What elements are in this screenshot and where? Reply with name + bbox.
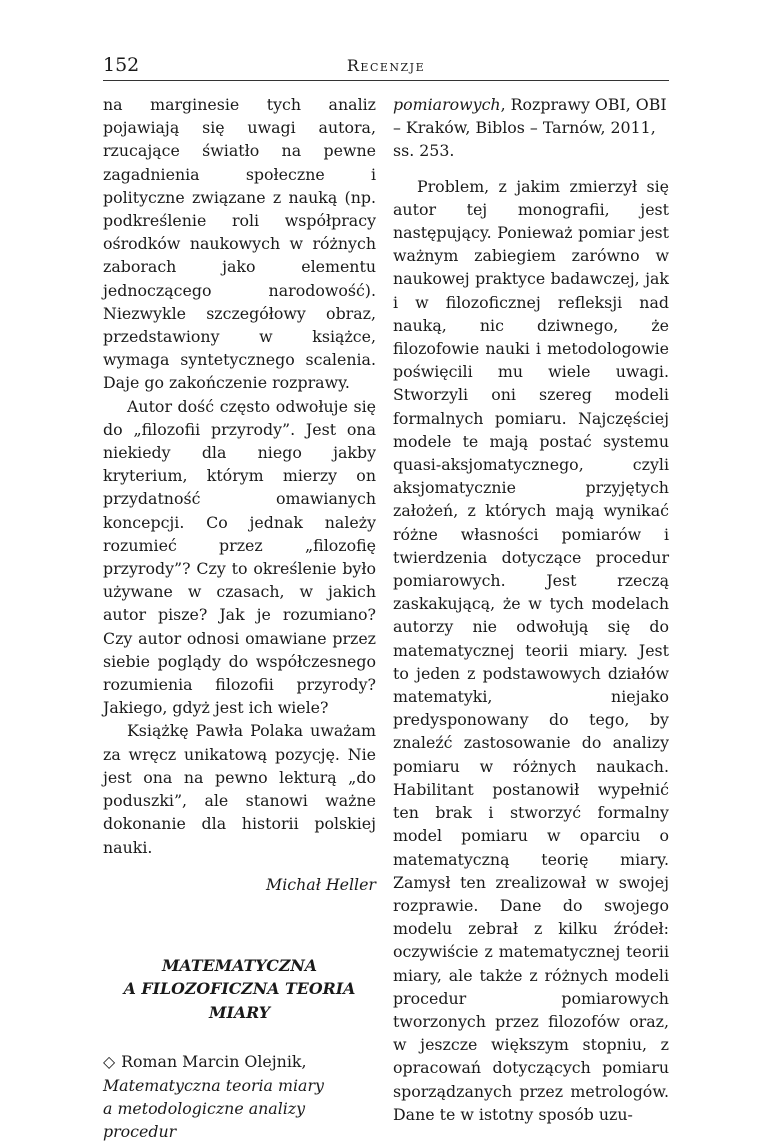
- review-paragraph-3: Książkę Pawła Polaka uważam za wręcz unikatową pozycję. Nie jest ona na pewno lekturą „do poduszki”, ale stanowi ważne dokonanie dla historii polskiej nauki.: [103, 721, 376, 857]
- left-column: [103, 93, 376, 1143]
- book-reference-continued: [393, 93, 669, 163]
- review-signature: Michał Heller: [266, 874, 376, 894]
- book-reference: [103, 1050, 376, 1143]
- header-rule: [103, 80, 669, 81]
- running-title: Recenzje: [346, 56, 426, 75]
- review-body-paragraph: Problem, z jakim zmierzył się autor tej monografii, jest następujący. Ponieważ pomiar jest ważnym zabiegiem zarówno w naukowej praktyce badawczej, jak i w filozoficznej refleksji nad nauką, nic dziwnego, że filozofowie nauki i metodologowie poświęcili mu wiele uwagi. Stworzyli oni szereg modeli formalnych pomiaru. Najczęściej modele te mają postać systemu quasi-aksjomatycznego, czyli aksjomatycznie przyjętych założeń, z których mają wynikać różne własności pomiarów i twierdzenia dotyczące procedur pomiarowych. Jest rzeczą zaskakującą, że w tych modelach autorzy nie odwołują się do matematycznej teorii miary. Jest to jeden z podstawowych działów matematyki, niejako predysponowany do tego, by znaleźć zastosowanie do analizy pomiaru w różnych naukach. Habilitant postanowił wypełnić ten brak i stworzyć formalny model pomiaru w oparciu o matematyczną teorię miary. Zamysł ten zrealizował w swojej rozprawie. Dane do swojego modelu zebrał z kilku źródeł: oczywiście z matematycznej teorii miary, ale także z różnych modeli procedur pomiarowych tworzonych przez filozofów oraz, w jeszcze większym stopniu, z opracowań dotyczących pomiaru sporządzanych przez metrologów. Dane te w istotny sposób uzu-: [393, 176, 669, 1124]
- section-title-line-3: MIARY: [208, 1002, 271, 1022]
- book-title-line-1: Matematyczna teoria miary: [103, 1075, 324, 1095]
- book-author: Roman Marcin Olejnik,: [121, 1052, 307, 1072]
- review-paragraph-1: na marginesie tych analiz pojawiają się uwagi autora, rzucające światło na pewne zagadnienia społeczne i polityczne związane z nauką (np. podkreślenie roli współpracy ośrodków naukowych w różnych zaborach jako elementu jednoczącego narodowość). Niezwykle szczegółowy obraz, przedstawiony w książce, wymaga syntetycznego scalenia. Daje go zakończenie rozprawy.: [103, 95, 376, 393]
- book-title-line-3: pomiarowych: [393, 95, 501, 114]
- section-title-line-2: A FILOZOFICZNA TEORIA: [123, 979, 356, 999]
- right-column: [393, 93, 669, 1126]
- book-title-line-2: a metodologiczne analizy procedur: [103, 1098, 306, 1142]
- review-paragraph-2: Autor dość często odwołuje się do „filozofii przyrody”. Jest ona niekiedy dla niego jakby kryterium, którym mierzy on przydatność omawianych koncepcji. Co jednak należy rozumieć przez „filozofię przyrody”? Czy to określenie było używane w czasach, w jakich autor pisze? Jak je rozumiano? Czy autor odnosi omawiane przez siebie poglądy do współczesnego rozumienia filozofii przyrody? Jakiego, gdyż jest ich wiele?: [103, 396, 376, 718]
- section-title: [103, 954, 376, 1025]
- diamond-icon: ◇: [103, 1052, 116, 1072]
- book-publication-info: , Rozprawy OBI, OBI – Kraków, Biblos – Tarnów, 2011, ss. 253.: [393, 95, 667, 161]
- page-number: 152: [103, 54, 140, 76]
- section-title-line-1: MATEMATYCZNA: [161, 955, 318, 975]
